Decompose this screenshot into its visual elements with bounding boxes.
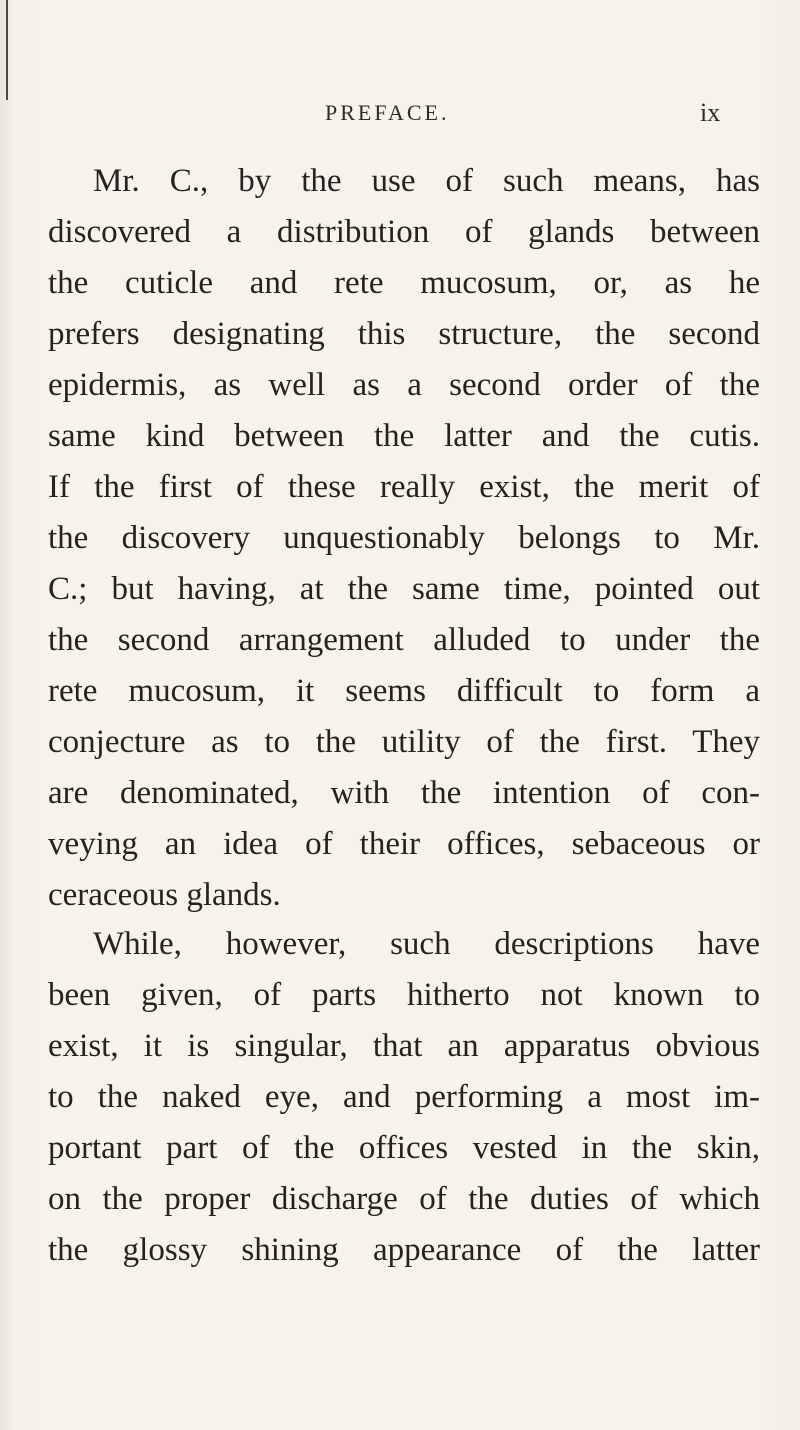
text-line: epidermis, as well as a second order of the xyxy=(48,367,760,403)
text-line: the second arrangement alluded to under the xyxy=(48,622,760,658)
text-line: If the first of these really exist, the merit of xyxy=(48,469,760,505)
text-line: While, however, such descriptions have xyxy=(93,926,760,962)
text-line: to the naked eye, and performing a most im- xyxy=(48,1079,760,1115)
text-line: the glossy shining appearance of the latter xyxy=(48,1232,760,1268)
page-number: ix xyxy=(700,98,721,127)
text-line: veying an idea of their offices, sebaceous or xyxy=(48,826,760,862)
text-line: discovered a distribution of glands between xyxy=(48,214,760,250)
text-line: are denominated, with the intention of con- xyxy=(48,775,760,811)
text-line: the discovery unquestionably belongs to Mr. xyxy=(48,520,760,556)
paragraph-1 xyxy=(48,156,760,921)
page-header xyxy=(0,100,800,140)
text-line: C.; but having, at the same time, pointed out xyxy=(48,571,760,607)
text-line: same kind between the latter and the cutis. xyxy=(48,418,760,454)
text-line: exist, it is singular, that an apparatus obvious xyxy=(48,1028,760,1064)
running-head: PREFACE. xyxy=(325,100,450,125)
text-line: on the proper discharge of the duties of which xyxy=(48,1181,760,1217)
text-line: Mr. C., by the use of such means, has xyxy=(93,163,760,199)
text-line: conjecture as to the utility of the first. They xyxy=(48,724,760,760)
text-line: been given, of parts hitherto not known to xyxy=(48,977,760,1013)
text-line: ceraceous glands. xyxy=(48,877,281,913)
text-line: the cuticle and rete mucosum, or, as he xyxy=(48,265,760,301)
text-line: rete mucosum, it seems difficult to form a xyxy=(48,673,760,709)
text-line: prefers designating this structure, the second xyxy=(48,316,760,352)
text-line: portant part of the offices vested in the skin, xyxy=(48,1130,760,1166)
paragraph-2 xyxy=(48,919,760,1276)
binding-gutter-line xyxy=(6,0,8,100)
